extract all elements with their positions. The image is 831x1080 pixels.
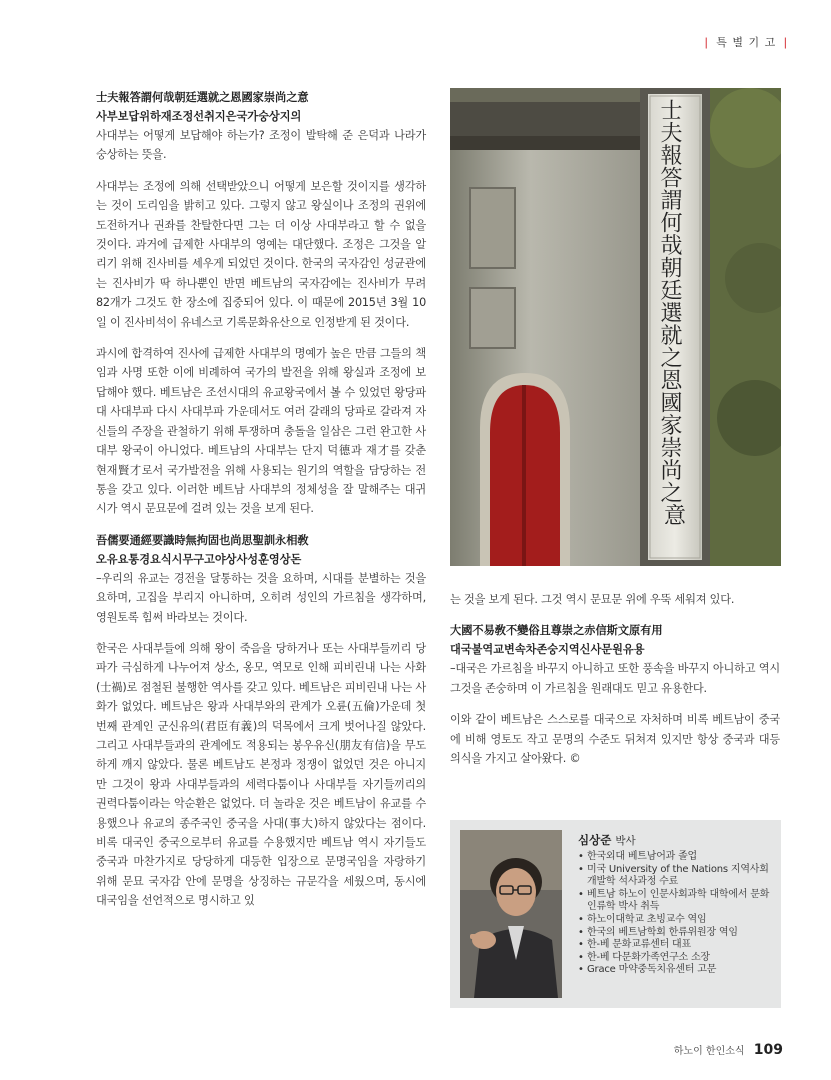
paragraph-1: 사대부는 조정에 의해 선택받았으니 어떻게 보은할 것이지를 생각하는 것이 도리임을 밝히고 있다. 그렇지 않고 왕실이나 조정의 권위에 도전하거나 권좌를 찬탈한다면 그는 더 이상 사대부라고 할 수 없을 것이다. 과거에 급제한 사대부의 영예는 대단했다. 조정은 그것을 알리기 위해 진사비를 세우게 되었던 것이다. 한국의 국자감인 성균관에는 진사비가 딱 하나뿐인 반면 베트남의 국자감에는 진사비가 무려 82개가 그것도 한 장소에 집중되어 있다. 이 때문에 2015년 3월 10일 이 진사비석이 유네스코 기록문화유산으로 인정받게 된 것이다. — [96, 179, 426, 329]
section-tag: ❘ 특 별 기 고 ❘ — [701, 36, 791, 49]
page-number: 109 — [753, 1042, 783, 1058]
credential-item: • 미국 University of the Nations 지역사회개발학 석사과정 수료 — [578, 864, 774, 889]
quote3-hanja: 大國不易敎不變俗且尊崇之赤信斯文原有用 — [450, 624, 663, 638]
stone-gate-photo — [450, 88, 781, 566]
author-name-line — [578, 830, 774, 851]
quote1-hanja: 士夫報答謂何哉朝廷選就之恩國家崇尚之意 — [96, 91, 309, 104]
author-photo — [460, 830, 562, 998]
author-credentials — [578, 851, 774, 977]
quote3-translation: –대국은 가르침을 바꾸지 아니하고 또한 풍속을 바꾸지 아니하고 역시 그것을 존숭하며 이 가르침을 원래대도 믿고 유용한다. — [450, 662, 780, 695]
quote2-reading: 오유요통경요식시무구고야상사성훈영상돈 — [96, 552, 302, 566]
author-bio-box — [450, 820, 781, 1008]
right-column — [450, 590, 780, 768]
quote2-translation: –우리의 유교는 경전을 달통하는 것을 요하며, 시대를 분별하는 것을 요하며, 고집을 부리지 아니하며, 오히려 성인의 가르침을 생각하며, 영원토록 힘써 바라보는 것이다. — [96, 571, 426, 624]
paragraph-2: 과시에 합격하여 진사에 급제한 사대부의 명예가 높은 만큼 그들의 책임과 사명 또한 이에 비례하여 국가의 발전을 위해 왕실과 조정에 보답해야 했다. 베트남은 조선시대의 유교왕국에서 볼 수 있었던 왕당파 대 사대부파 다시 사대부파 가운데서도 여러 갈래의 당파로 갈라져 자신들의 주장을 관철하기 위해 투쟁하며 충돌을 일삼은 그런 완고한 사대부 왕국이 아니었다. 베트남의 사대부는 단지 덕德과 재才를 갖춘 현재賢才로서 국가발전을 위해 사용되는 원기의 역할을 담당하는 전통을 갖고 있다. 이러한 베트남 사대부의 정체성을 잘 말해주는 대귀시가 역시 문묘문에 걸려 있는 것을 보게 된다. — [96, 347, 426, 516]
credential-item: • 하노이대학교 초빙교수 역임 — [578, 914, 774, 927]
quote1-reading: 사부보답위하재조정선취지은국가숭상지의 — [96, 110, 302, 123]
author-bio-text — [578, 830, 774, 977]
section-tag-label: 특 별 기 고 — [716, 36, 777, 49]
credential-item: • 한국외대 베트남어과 졸업 — [578, 851, 774, 864]
publication-name: 하노이 한인소식 — [673, 1046, 745, 1057]
credential-item: • 한국의 베트남학회 한류위원장 역임 — [578, 927, 774, 940]
continuation-text: 는 것을 보게 된다. 그것 역시 문묘문 위에 우뚝 세워져 있다. — [450, 593, 735, 606]
quote3-reading: 대국불역교변속차존숭지역신사문원유용 — [450, 643, 645, 657]
left-column — [96, 88, 426, 911]
quote1-translation: 사대부는 어떻게 보답해야 하는가? 조정이 발탁해 준 은덕과 나라가 숭상하는 뜻을. — [96, 129, 426, 162]
paragraph-3: 한국은 사대부들에 의해 왕이 죽음을 당하거나 또는 사대부들끼리 당파가 극심하게 나누어져 상소, 옹모, 역모로 인해 피비린내 나는 사화(士禍)로 점철된 불행한 역사를 갖고 있다. 베트남은 피비린내 나는 사화가 없었다. 베트남은 왕과 사대부와의 관계가 오륜(五倫)가운데 첫 번째 관계인 군신유의(君臣有義)의 덕목에서 크게 벗어나질 않았다. 그리고 사대부들과의 관계에도 적용되는 봉우유신(朋友有信)을 무도하게 깨지 않았다. 물론 베트남도 본정과 정쟁이 없었던 것은 아니지만 그것이 왕과 사대부들과의 세력다툼이나 사대부들 자기들끼리의 권력다툼이라는 악순환은 없었다. 더 놀라운 것은 베트남이 유교를 수용했으나 유교의 종주국인 중국을 사대(事大)하지 않았다는 점이다. 비록 대국인 중국으로부터 유교를 수용했지만 베트남 역시 자기들도 중국과 마찬가지로 당당하게 대등한 입장으로 문명국임을 자랑하기 위해 문묘 국자감 안에 문명을 상징하는 규문각을 세웠으며, 동시에 대국임을 선언적으로 명시하고 있 — [96, 641, 426, 908]
author-name: 심상준 — [578, 833, 612, 847]
author-title: 박사 — [615, 835, 636, 847]
stele-inscription: 士 夫 報 答 謂 何 哉 朝 廷 選 就 之 恩 國 家 崇 尚 之 意 — [660, 99, 687, 529]
credential-item: • 한-베 다문화가족연구소 소장 — [578, 952, 774, 965]
closing-paragraph: 이와 같이 베트남은 스스로를 대국으로 자처하며 비록 베트남이 중국에 비해 영토도 작고 문명의 수준도 뒤쳐져 있지만 항상 중국과 대등의식을 가지고 살아왔다. © — [450, 713, 780, 766]
credential-item: • 베트남 하노이 인문사회과학 대학에서 문화인류학 박사 취득 — [578, 889, 774, 914]
quote2-hanja: 吾儒要通經要識時無拘固也尚思聖訓永相敎 — [96, 533, 309, 547]
credential-item: • Grace 마약중독치유센터 고문 — [578, 964, 774, 977]
page-footer — [674, 1042, 783, 1058]
credential-item: • 한-베 문화교류센터 대표 — [578, 939, 774, 952]
